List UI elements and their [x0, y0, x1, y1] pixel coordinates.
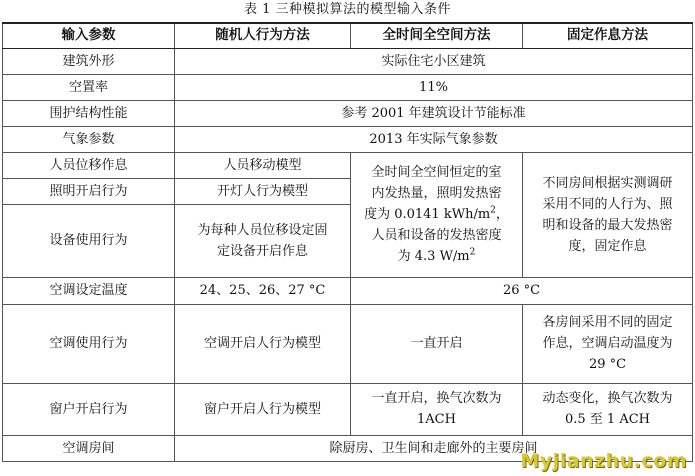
random-value-cell: 24、25、26、27 °C — [175, 277, 351, 304]
shared-value-cell: 11% — [175, 74, 693, 100]
random-value-cell: 人员移动模型 — [175, 152, 351, 178]
table-row — [3, 152, 693, 178]
fulltime-gain-text-tail: ， 人员和设备的发热密度 为 4.3 W/m — [371, 207, 509, 264]
param-cell: 围护结构性能 — [3, 100, 175, 126]
table-row — [3, 126, 693, 152]
shared-value-cell: 26 °C — [351, 277, 693, 304]
param-cell: 窗户开启行为 — [3, 383, 175, 435]
param-cell: 设备使用行为 — [3, 204, 175, 277]
table-row — [3, 304, 693, 383]
random-value-cell: 空调开启人行为模型 — [175, 304, 351, 383]
fulltime-gain-cell — [351, 152, 523, 277]
fulltime-value-cell: 一直开启，换气次数为 1ACH — [351, 383, 523, 435]
unit-exponent: 2 — [469, 247, 476, 258]
param-cell: 空调房间 — [3, 435, 175, 461]
header-random-behavior: 随机人行为方法 — [175, 23, 351, 48]
fulltime-value-cell: 一直开启 — [351, 304, 523, 383]
random-value-cell: 窗户开启人行为模型 — [175, 383, 351, 435]
shared-value-cell: 除厨房、卫生间和走廊外的主要房间 — [175, 435, 693, 461]
fulltime-gain-text: 全时间全空间恒定的室 内发热量，照明发热密 度为 0.0141 kWh/m — [364, 165, 502, 222]
param-cell: 空置率 — [3, 74, 175, 100]
table-row — [3, 74, 693, 100]
param-cell: 空调使用行为 — [3, 304, 175, 383]
table-row — [3, 48, 693, 74]
random-value-cell: 为每种人员位移设定固 定设备开启作息 — [175, 204, 351, 277]
param-cell: 建筑外形 — [3, 48, 175, 74]
header-row — [3, 23, 693, 48]
fixed-gain-cell: 不同房间根据实测调研 采用不同的人行为、照 明和设备的最大发热密 度，固定作息 — [523, 152, 693, 277]
unit-exponent: 2 — [490, 205, 496, 216]
header-input-params: 输入参数 — [3, 23, 175, 48]
param-cell: 照明开启行为 — [3, 178, 175, 204]
table-row — [3, 100, 693, 126]
table-row — [3, 277, 693, 304]
param-cell: 空调设定温度 — [3, 277, 175, 304]
shared-value-cell: 参考 2001 年建筑设计节能标准 — [175, 100, 693, 126]
fixed-value-cell: 各房间采用不同的固定 作息，空调启动温度为 29 °C — [523, 304, 693, 383]
table-row — [3, 383, 693, 435]
header-fulltime-fullspace: 全时间全空间方法 — [351, 23, 523, 48]
param-cell: 人员位移作息 — [3, 152, 175, 178]
table-caption: 表 1 三种模拟算法的模型输入条件 — [243, 2, 452, 17]
model-input-table — [2, 22, 693, 462]
site-watermark: Myjianzhu.com — [520, 450, 687, 472]
shared-value-cell: 2013 年实际气象参数 — [175, 126, 693, 152]
param-cell: 气象参数 — [3, 126, 175, 152]
shared-value-cell: 实际住宅小区建筑 — [175, 48, 693, 74]
fixed-value-cell: 动态变化，换气次数为 0.5 至 1 ACH — [523, 383, 693, 435]
random-value-cell: 开灯人行为模型 — [175, 178, 351, 204]
header-fixed-schedule: 固定作息方法 — [523, 23, 693, 48]
